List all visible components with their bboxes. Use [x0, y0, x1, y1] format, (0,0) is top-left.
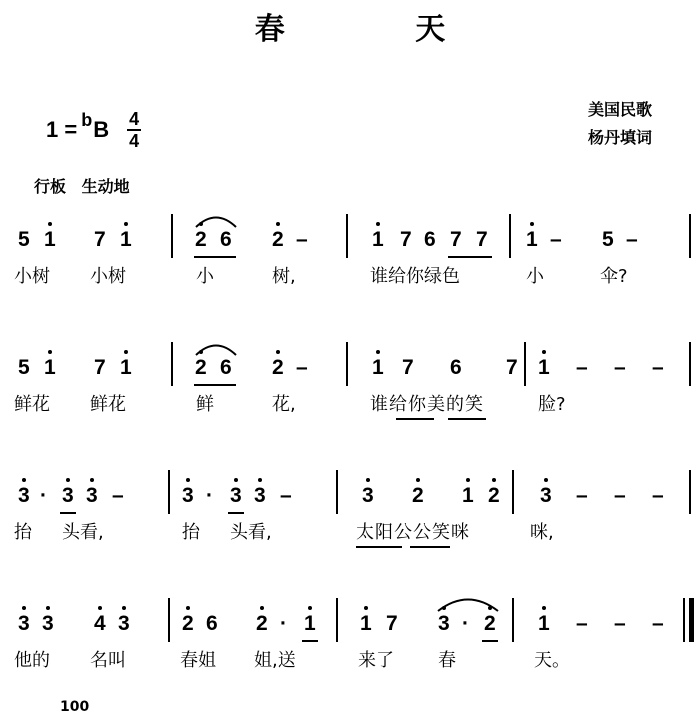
- note: 5: [18, 228, 30, 251]
- note-dash: –: [280, 484, 292, 507]
- lyric-underline: [356, 546, 402, 548]
- note: 1: [360, 612, 372, 635]
- lyric: 鲜花: [14, 394, 50, 415]
- note: 6: [450, 356, 462, 379]
- octave-dot-high: [376, 350, 380, 354]
- octave-dot-high: [22, 478, 26, 482]
- octave-dot-high: [366, 478, 370, 482]
- time-signature: [127, 110, 141, 150]
- key-prefix: 1 =: [46, 117, 78, 142]
- augmentation-dot: ·: [206, 484, 213, 507]
- lyric: 春姐: [180, 650, 216, 671]
- music-system-4: [0, 598, 700, 698]
- octave-dot-high: [376, 222, 380, 226]
- note: 1: [120, 356, 132, 379]
- key-note: B: [93, 117, 110, 142]
- note: 1: [526, 228, 538, 251]
- octave-dot-high: [234, 478, 238, 482]
- lyric-underline: [410, 546, 450, 548]
- lyric: 谁给你绿色: [370, 266, 460, 287]
- note-dash: –: [576, 612, 588, 635]
- lyric: 名叫: [90, 650, 126, 671]
- lyric: 小树: [90, 266, 126, 287]
- octave-dot-high: [258, 478, 262, 482]
- note: 3: [118, 612, 130, 635]
- note: 3: [62, 484, 74, 507]
- octave-dot-high: [416, 478, 420, 482]
- octave-dot-high: [98, 606, 102, 610]
- barline: [346, 342, 348, 386]
- barline: [336, 598, 338, 642]
- page-number: 100: [60, 699, 90, 715]
- note: 7: [386, 612, 398, 635]
- lyricist-credit: 杨丹填词: [588, 128, 653, 147]
- lyric-underline: [396, 418, 434, 420]
- underline-beam: [60, 512, 76, 514]
- octave-dot-high: [186, 606, 190, 610]
- note: 1: [462, 484, 474, 507]
- lyric: 咪,: [530, 522, 554, 543]
- barline: [171, 214, 173, 258]
- note: 5: [18, 356, 30, 379]
- note: 2: [484, 612, 496, 635]
- octave-dot-high: [66, 478, 70, 482]
- note: 6: [220, 228, 232, 251]
- note-dash: –: [550, 228, 562, 251]
- lyric: 鲜花: [90, 394, 126, 415]
- barline: [689, 470, 691, 514]
- final-barline: [689, 598, 694, 642]
- octave-dot-high: [542, 606, 546, 610]
- note-dash: –: [614, 484, 626, 507]
- underline-beam: [448, 256, 492, 258]
- barline: [509, 214, 511, 258]
- octave-dot-high: [124, 350, 128, 354]
- note: 7: [450, 228, 462, 251]
- barline: [346, 214, 348, 258]
- note: 7: [94, 356, 106, 379]
- barline: [171, 342, 173, 386]
- barline: [512, 598, 514, 642]
- lyric: 花,: [272, 394, 296, 415]
- note: 2: [272, 228, 284, 251]
- note: 1: [372, 228, 384, 251]
- note-dash: –: [576, 484, 588, 507]
- lyric: 天。: [534, 650, 570, 671]
- lyric: 抬: [14, 522, 32, 543]
- credits: [588, 96, 652, 152]
- note: 2: [412, 484, 424, 507]
- underline-beam: [302, 640, 318, 642]
- note: 6: [424, 228, 436, 251]
- note: 5: [602, 228, 614, 251]
- octave-dot-high: [530, 222, 534, 226]
- note: 3: [438, 612, 450, 635]
- music-system-2: [0, 342, 700, 442]
- augmentation-dot: ·: [462, 612, 469, 635]
- note: 1: [44, 228, 56, 251]
- note-dash: –: [652, 612, 664, 635]
- octave-dot-high: [124, 222, 128, 226]
- lyric: 来了: [358, 650, 394, 671]
- note: 3: [230, 484, 242, 507]
- note: 7: [400, 228, 412, 251]
- note: 3: [42, 612, 54, 635]
- octave-dot-high: [308, 606, 312, 610]
- octave-dot-high: [276, 222, 280, 226]
- barline: [689, 214, 691, 258]
- octave-dot-high: [260, 606, 264, 610]
- augmentation-dot: ·: [40, 484, 47, 507]
- note: 6: [220, 356, 232, 379]
- octave-dot-high: [542, 350, 546, 354]
- barline: [336, 470, 338, 514]
- octave-dot-high: [466, 478, 470, 482]
- lyric: 头看,: [230, 522, 272, 543]
- lyric: 抬: [182, 522, 200, 543]
- note: 2: [488, 484, 500, 507]
- note: 3: [254, 484, 266, 507]
- note: 1: [304, 612, 316, 635]
- note: 7: [476, 228, 488, 251]
- song-origin: 美国民歌: [588, 100, 653, 119]
- note-dash: –: [296, 228, 308, 251]
- lyric: 小: [526, 266, 544, 287]
- note: 1: [538, 356, 550, 379]
- note: 3: [86, 484, 98, 507]
- note: 1: [120, 228, 132, 251]
- note: 3: [540, 484, 552, 507]
- barline: [524, 342, 526, 386]
- note-dash: –: [576, 356, 588, 379]
- note: 2: [182, 612, 194, 635]
- note: 1: [538, 612, 550, 635]
- underline-beam: [228, 512, 244, 514]
- note-dash: –: [112, 484, 124, 507]
- note: 3: [18, 484, 30, 507]
- octave-dot-high: [48, 222, 52, 226]
- augmentation-dot: ·: [280, 612, 287, 635]
- note: 7: [94, 228, 106, 251]
- note: 4: [94, 612, 106, 635]
- octave-dot-high: [276, 350, 280, 354]
- slur: [436, 596, 500, 612]
- meter-top: 4: [129, 109, 140, 129]
- lyric: 春: [438, 650, 456, 671]
- note-dash: –: [626, 228, 638, 251]
- meter-bottom: 4: [129, 131, 140, 151]
- note: 1: [372, 356, 384, 379]
- note-dash: –: [652, 484, 664, 507]
- octave-dot-high: [48, 350, 52, 354]
- lyric: 脸?: [538, 394, 566, 415]
- music-system-1: [0, 214, 700, 314]
- song-title: 春 天: [254, 12, 506, 47]
- underline-beam: [482, 640, 498, 642]
- note-dash: –: [614, 612, 626, 635]
- lyric-underline: [448, 418, 486, 420]
- lyric: 他的: [14, 650, 50, 671]
- note: 7: [402, 356, 414, 379]
- lyric: 树,: [272, 266, 296, 287]
- lyric: 头看,: [62, 522, 104, 543]
- octave-dot-high: [364, 606, 368, 610]
- octave-dot-high: [90, 478, 94, 482]
- note: 2: [272, 356, 284, 379]
- note-dash: –: [614, 356, 626, 379]
- flat-symbol: b: [81, 109, 93, 130]
- octave-dot-high: [22, 606, 26, 610]
- note: 2: [195, 228, 207, 251]
- lyric: 小: [196, 266, 214, 287]
- slur: [194, 214, 238, 228]
- music-system-3: [0, 470, 700, 570]
- lyric: 伞?: [600, 266, 628, 287]
- octave-dot-high: [186, 478, 190, 482]
- note: 3: [362, 484, 374, 507]
- lyric: 太阳公公笑咪: [356, 522, 470, 543]
- note: 2: [195, 356, 207, 379]
- note: 2: [256, 612, 268, 635]
- underline-beam: [194, 384, 236, 386]
- barline: [512, 470, 514, 514]
- note: 7: [506, 356, 518, 379]
- note: 6: [206, 612, 218, 635]
- octave-dot-high: [544, 478, 548, 482]
- tempo-marking: 行板 生动地: [34, 177, 130, 196]
- slur: [194, 342, 238, 356]
- note-dash: –: [652, 356, 664, 379]
- note: 3: [182, 484, 194, 507]
- lyric: 谁给你美的笑: [370, 394, 484, 415]
- barline: [168, 470, 170, 514]
- note: 1: [44, 356, 56, 379]
- barline: [168, 598, 170, 642]
- lyric: 鲜: [196, 394, 214, 415]
- barline: [683, 598, 685, 642]
- octave-dot-high: [46, 606, 50, 610]
- lyric: 姐,送: [254, 650, 296, 671]
- octave-dot-high: [122, 606, 126, 610]
- key-signature: [46, 110, 141, 150]
- note: 3: [18, 612, 30, 635]
- lyric: 小树: [14, 266, 50, 287]
- note-dash: –: [296, 356, 308, 379]
- underline-beam: [194, 256, 236, 258]
- octave-dot-high: [492, 478, 496, 482]
- barline: [689, 342, 691, 386]
